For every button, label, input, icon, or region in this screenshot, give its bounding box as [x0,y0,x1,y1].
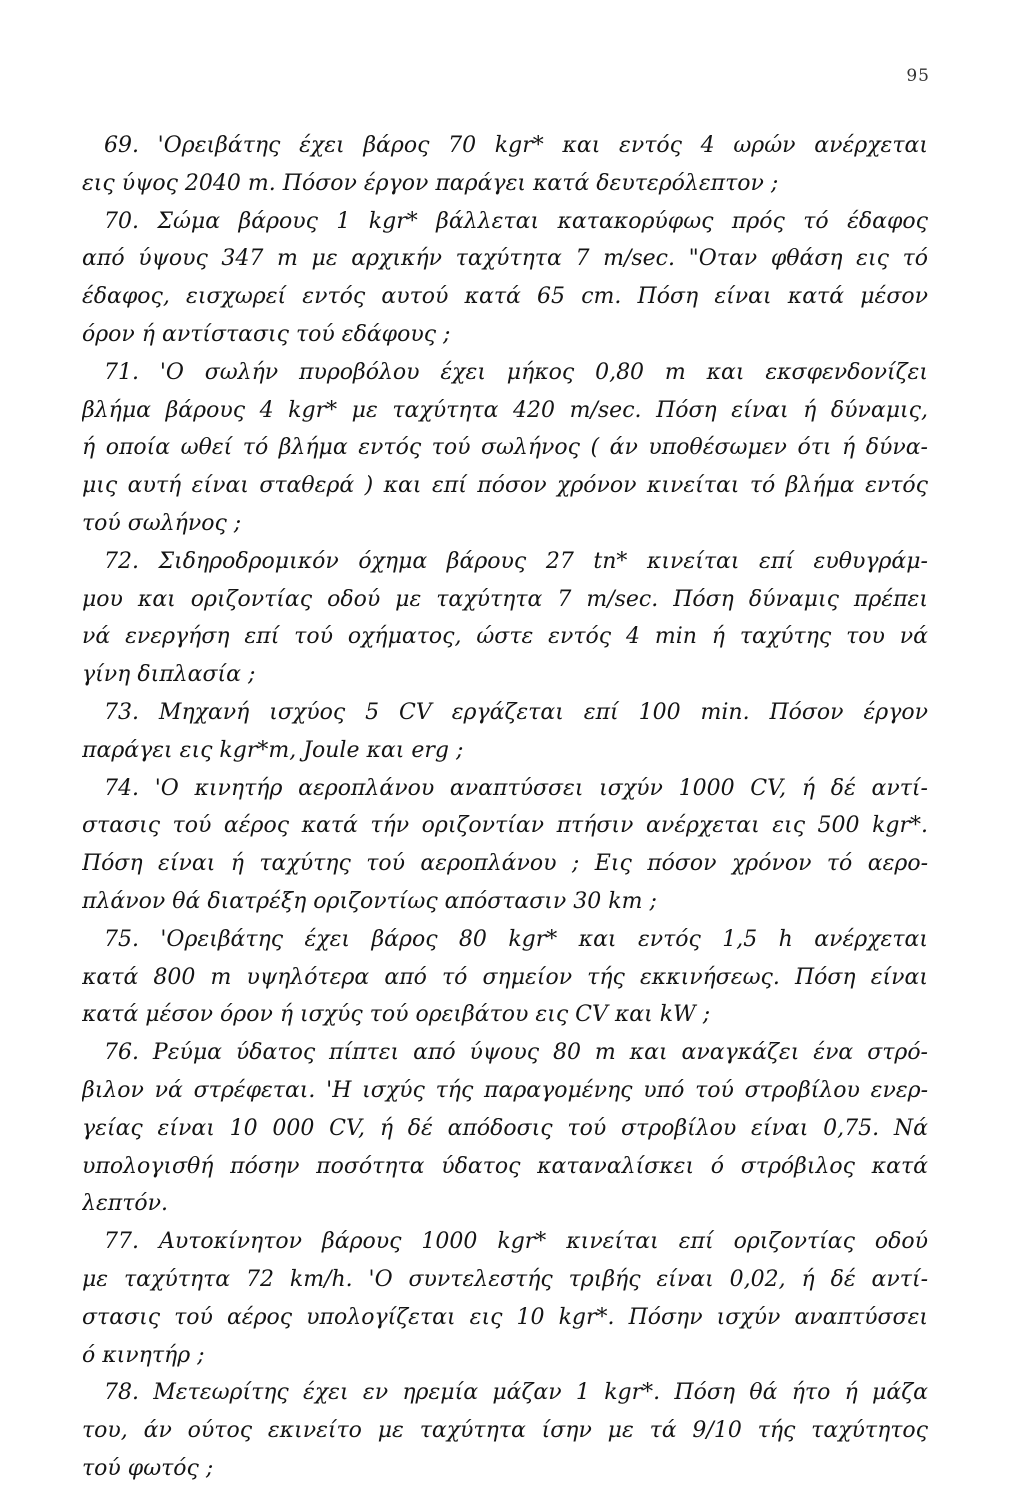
problem-78-line-3: τού φωτός ; [82,1455,214,1481]
problem-72-line-1: 72. Σιδηροδρομικόν όχημα βάρους 27 tn* κινείται επί ευθυγράμ- [104,548,928,574]
problem-71-line-2: βλήμα βάρους 4 kgr* με ταχύτητα 420 m/sec. Πόση είναι ή δύναμις, [82,397,928,423]
problem-72-line-3: νά ενεργήση επί τού οχήματος, ώστε εντός 4 min ή ταχύτης του νά [82,624,928,650]
page-number: 95 [906,66,930,86]
problem-72-line-4: γίνη διπλασία ; [82,662,256,688]
problem-69-line-2: εις ύψος 2040 m. Πόσον έργον παράγει κατά δευτερόλεπτον ; [82,170,779,196]
problem-73-line-1: 73. Μηχανή ισχύος 5 CV εργάζεται επί 100 min. Πόσον έργον [104,699,928,725]
problem-74-line-3: Πόση είναι ή ταχύτης τού αεροπλάνου ; Εις πόσον χρόνον τό αερο- [82,851,928,877]
problem-70-line-4: όρον ή αντίστασις τού εδάφους ; [82,321,451,347]
problem-72-line-2: μου και οριζοντίας οδού με ταχύτητα 7 m/sec. Πόση δύναμις πρέπει [82,586,928,612]
problem-77-line-4: ό κινητήρ ; [82,1342,205,1368]
problem-71-line-4: μις αυτή είναι σταθερά ) και επί πόσον χρόνον κινείται τό βλήμα εντός [82,473,928,499]
problem-75-line-2: κατά 800 m υψηλότερα από τό σημείον τής εκκινήσεως. Πόση είναι [82,964,928,990]
problem-77-line-1: 77. Αυτοκίνητον βάρους 1000 kgr* κινείται επί οριζοντίας οδού [104,1229,928,1255]
problem-74-line-4: πλάνον θά διατρέξη οριζοντίως απόστασιν 30 km ; [82,888,657,914]
problem-76-line-1: 76. Ρεύμα ύδατος πίπτει από ύψους 80 m και αναγκάζει ένα στρό- [104,1040,928,1066]
problem-74-line-1: 74. 'Ο κινητήρ αεροπλάνου αναπτύσσει ισχύν 1000 CV, ή δέ αντί- [104,775,928,801]
problem-70-line-3: έδαφος, εισχωρεί εντός αυτού κατά 65 cm. Πόση είναι κατά μέσον [82,284,928,310]
problem-77-line-2: με ταχύτητα 72 km/h. 'Ο συντελεστής τριβής είναι 0,02, ή δέ αντί- [82,1266,928,1292]
problem-77-line-3: στασις τού αέρος υπολογίζεται εις 10 kgr*. Πόσην ισχύν αναπτύσσει [82,1304,928,1330]
problem-71-line-1: 71. 'Ο σωλήν πυροβόλου έχει μήκος 0,80 m και εκσφενδονίζει [104,359,928,385]
problem-75-line-1: 75. 'Ορειβάτης έχει βάρος 80 kgr* και εντός 1,5 h ανέρχεται [104,926,928,952]
problem-71-line-5: τού σωλήνος ; [82,510,242,536]
problem-list [82,127,928,1488]
problem-78-line-1: 78. Μετεωρίτης έχει εν ηρεμία μάζαν 1 kgr*. Πόση θά ήτο ή μάζα [104,1380,928,1406]
problem-76-line-3: γείας είναι 10 000 CV, ή δέ απόδοσις τού στροβίλου είναι 0,75. Νά [82,1115,928,1141]
problem-69-line-1: 69. 'Ορειβάτης έχει βάρος 70 kgr* και εντός 4 ωρών ανέρχεται [104,133,928,158]
problem-70-line-2: από ύψους 347 m με αρχικήν ταχύτητα 7 m/sec. "Οταν φθάση εις τό [82,246,928,272]
problem-75-line-3: κατά μέσον όρον ή ισχύς τού ορειβάτου εις CV και kW ; [82,1002,711,1028]
problem-74-line-2: στασις τού αέρος κατά τήν οριζοντίαν πτήσιν ανέρχεται εις 500 kgr*. [82,813,928,839]
problem-76-line-4: υπολογισθή πόσην ποσότητα ύδατος καταναλίσκει ό στρόβιλος κατά [82,1153,928,1179]
problem-76-line-5: λεπτόν. [82,1191,168,1217]
problem-70-line-1: 70. Σώμα βάρους 1 kgr* βάλλεται κατακορύφως πρός τό έδαφος [104,208,928,234]
problem-78-line-2: του, άν ούτος εκινείτο με ταχύτητα ίσην με τά 9/10 τής ταχύτητος [82,1418,928,1444]
problem-76-line-2: βιλον νά στρέφεται. 'Η ισχύς τής παραγομένης υπό τού στροβίλου ενερ- [82,1077,928,1103]
problem-73-line-2: παράγει εις kgr*m, Joule και erg ; [82,737,464,763]
problem-71-line-3: ή οποία ωθεί τό βλήμα εντός τού σωλήνος ( άν υποθέσωμεν ότι ή δύνα- [82,435,928,461]
